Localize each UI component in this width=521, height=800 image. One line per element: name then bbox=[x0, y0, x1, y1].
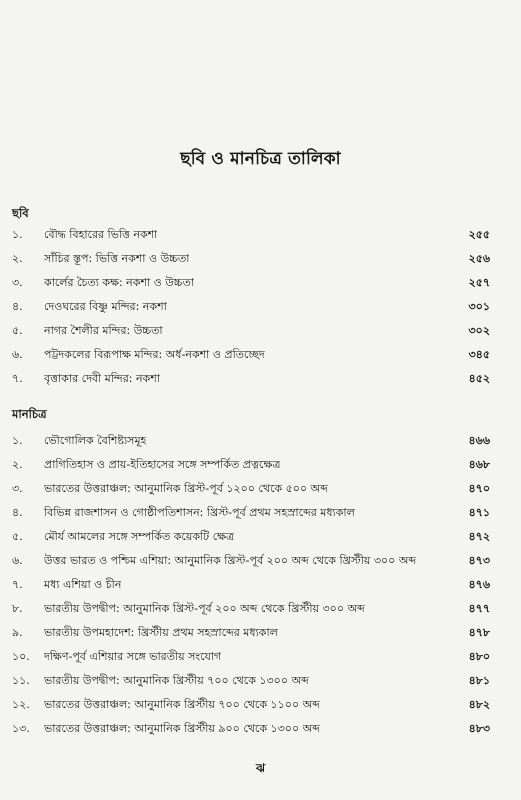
item-label: দেওঘরের বিষ্ণু মন্দির: নকশা bbox=[44, 300, 167, 313]
item-label: ভৌগোলিক বৈশিষ্ট্যসমূহ bbox=[44, 434, 147, 447]
item-page: ৪৬৮ bbox=[468, 458, 490, 471]
item-number: ৩. bbox=[12, 276, 23, 289]
item-page: ৩০১ bbox=[468, 300, 490, 313]
list-item bbox=[12, 321, 490, 341]
item-number: ৯. bbox=[12, 626, 23, 639]
item-number: ৭. bbox=[12, 578, 23, 591]
item-page: ৩৪৫ bbox=[468, 348, 490, 361]
item-page: ৪৭২ bbox=[468, 530, 490, 543]
item-number: ১. bbox=[12, 228, 23, 241]
item-number: ৮. bbox=[12, 602, 23, 615]
item-number: ৪. bbox=[12, 300, 23, 313]
item-page: ২৫৭ bbox=[468, 276, 490, 289]
page-title: ছবি ও মানচিত্র তালিকা bbox=[180, 149, 341, 169]
item-page: ৪৮০ bbox=[468, 650, 490, 663]
item-label: পট্টদকলের বিরূপাক্ষ মন্দির: অর্ধ-নকশা ও প্রতিচ্ছেদ bbox=[44, 348, 265, 361]
list-item bbox=[12, 479, 490, 499]
item-page: ৪৬৬ bbox=[468, 434, 490, 447]
page-number-footer: ঝ bbox=[255, 761, 266, 775]
item-label: ভারতীয় উপদ্বীপ: আনুমানিক খ্রিস্ট-পূর্ব ২০০ অব্দ থেকে খ্রিস্টীয় ৩০০ অব্দ bbox=[44, 602, 365, 615]
item-number: ৫. bbox=[12, 530, 23, 543]
list-item bbox=[12, 527, 490, 547]
list-item bbox=[12, 249, 490, 269]
item-page: ৪৭৮ bbox=[468, 626, 490, 639]
item-page: ৪৭১ bbox=[468, 506, 490, 519]
item-label: দক্ষিণ-পূর্ব এশিয়ার সঙ্গে ভারতীয় সংযোগ bbox=[44, 650, 222, 663]
list-item bbox=[12, 671, 490, 691]
list-item bbox=[12, 623, 490, 643]
item-label: সাঁচির স্তূপ: ভিত্তি নকশা ও উচ্চতা bbox=[44, 252, 190, 265]
item-page: ২৫৫ bbox=[468, 228, 490, 241]
item-number: ১২. bbox=[12, 698, 30, 711]
item-label: বৌদ্ধ বিহারের ভিত্তি নকশা bbox=[44, 228, 158, 241]
list-item bbox=[12, 273, 490, 293]
list-item bbox=[12, 431, 490, 451]
item-number: ৭. bbox=[12, 372, 23, 385]
item-label: ভারতীয় উপমহাদেশ: খ্রিস্টীয় প্রথম সহস্রাব্দের মধ্যকাল bbox=[44, 626, 278, 639]
list-item bbox=[12, 599, 490, 619]
item-number: ৬. bbox=[12, 348, 23, 361]
item-label: নাগর শৈলীর মন্দির: উচ্চতা bbox=[44, 324, 163, 337]
item-page: ৪৭৩ bbox=[468, 554, 490, 567]
list-item bbox=[12, 225, 490, 245]
item-label: মধ্য এশিয়া ও চীন bbox=[44, 578, 122, 591]
item-number: ১০. bbox=[12, 650, 30, 663]
item-label: কার্লের চৈত্য কক্ষ: নকশা ও উচ্চতা bbox=[44, 276, 195, 289]
item-page: ৪৮২ bbox=[468, 698, 490, 711]
item-number: ১১. bbox=[12, 674, 30, 687]
item-label: উত্তর ভারত ও পশ্চিম এশিয়া: আনুমানিক খ্রিস্ট-পূর্ব ২০০ অব্দ থেকে খ্রিস্টীয় ৩০০ অব্দ bbox=[44, 554, 417, 567]
item-page: ৪৭০ bbox=[468, 482, 490, 495]
item-number: ৩. bbox=[12, 482, 23, 495]
item-page: ৪৮১ bbox=[468, 674, 490, 687]
list-item bbox=[12, 575, 490, 595]
item-page: ৪৭৬ bbox=[468, 578, 490, 591]
list-item bbox=[12, 297, 490, 317]
item-number: ৬. bbox=[12, 554, 23, 567]
item-page: ৪৫২ bbox=[468, 372, 490, 385]
item-number: ২. bbox=[12, 252, 23, 265]
section-heading-maps: মানচিত্র bbox=[12, 407, 47, 421]
list-item bbox=[12, 369, 490, 389]
item-label: ভারতের উত্তরাঞ্চল: আনুমানিক খ্রিস্ট-পূর্ব ১২০০ থেকে ৫০০ অব্দ bbox=[44, 482, 328, 495]
section-heading-pictures: ছবি bbox=[12, 206, 29, 220]
item-label: প্রাগিতিহাস ও প্রায়-ইতিহাসের সঙ্গে সম্পর্কিত প্রত্নক্ষেত্র bbox=[44, 458, 281, 471]
item-number: ১৩. bbox=[12, 722, 30, 735]
item-label: ভারতের উত্তরাঞ্চল: আনুমানিক খ্রিস্টীয় ৯০০ থেকে ১৩০০ অব্দ bbox=[44, 722, 320, 735]
item-page: ৩০২ bbox=[468, 324, 490, 337]
list-item bbox=[12, 503, 490, 523]
item-number: ৪. bbox=[12, 506, 23, 519]
item-number: ৫. bbox=[12, 324, 23, 337]
item-number: ১. bbox=[12, 434, 23, 447]
item-page: ৪৭৭ bbox=[468, 602, 490, 615]
item-label: বৃত্তাকার দেবী মন্দির: নকশা bbox=[44, 372, 160, 385]
list-item bbox=[12, 455, 490, 475]
list-item bbox=[12, 345, 490, 365]
list-item bbox=[12, 551, 490, 571]
item-label: ভারতীয় উপদ্বীপ: আনুমানিক খ্রিস্টীয় ৭০০ থেকে ১৩০০ অব্দ bbox=[44, 674, 309, 687]
item-page: ২৫৬ bbox=[468, 252, 490, 265]
item-label: বিভিন্ন রাজশাসন ও গোষ্ঠীপতিশাসন: খ্রিস্ট-পূর্ব প্রথম সহস্রাব্দের মধ্যকাল bbox=[44, 506, 355, 519]
item-label: ভারতের উত্তরাঞ্চল: আনুমানিক খ্রিস্টীয় ৭০০ থেকে ১১০০ অব্দ bbox=[44, 698, 320, 711]
item-number: ২. bbox=[12, 458, 23, 471]
list-item bbox=[12, 719, 490, 739]
item-page: ৪৮৩ bbox=[468, 722, 490, 735]
item-label: মৌর্য আমলের সঙ্গে সম্পর্কিত কয়েকটি ক্ষেত্র bbox=[44, 530, 235, 543]
list-item bbox=[12, 647, 490, 667]
list-item bbox=[12, 695, 490, 715]
